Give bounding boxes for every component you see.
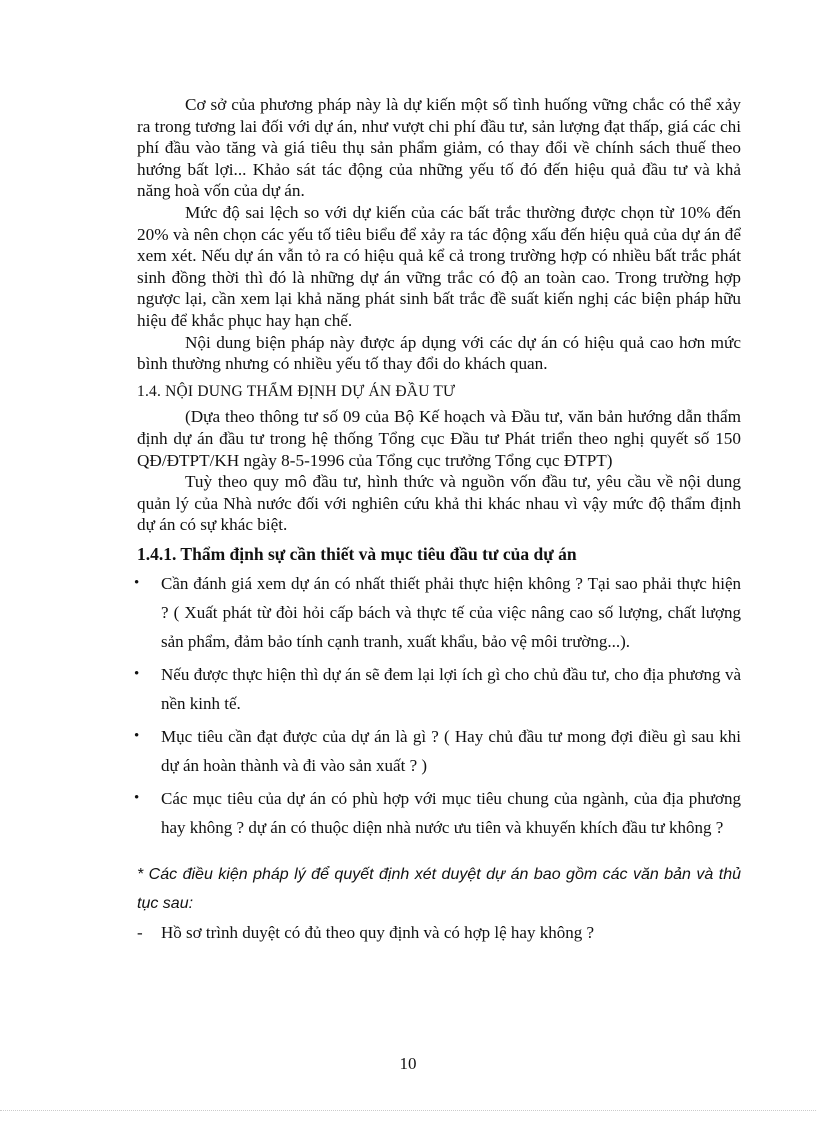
bullet-icon: • — [134, 728, 140, 745]
list-item — [137, 918, 741, 947]
dash-icon: - — [137, 923, 143, 943]
paragraph-appraisal-scope: Tuỳ theo quy mô đầu tư, hình thức và nguồn vốn đầu tư, yêu cầu về nội dung quản lý của Nhà nước đối với nghiên cứu khả thi khác nhau vì vậy mức độ thẩm định dự án có sự khác biệt. — [137, 472, 741, 535]
dash-list — [137, 918, 741, 947]
paragraph-method-basis: Cơ sở của phương pháp này là dự kiến một số tình huống vững chắc có thể xảy ra trong tương lai đối với dự án, như vượt chi phí đầu tư, sản lượng đạt thấp, giá các chi phí đầu vào tăng và giá tiêu thụ sản phẩm giảm, có thay đổi về chính sách thuế theo hướng bất lợi... Khảo sát tác động của những yếu tố đó đến hiệu quả đầu tư và khả năng hoà vốn của dự án. — [137, 95, 741, 201]
bullet-list — [134, 569, 741, 842]
bullet-icon: • — [134, 575, 140, 592]
list-item — [134, 784, 741, 842]
list-item — [134, 569, 741, 656]
list-item-text: Nếu được thực hiện thì dự án sẽ đem lại lợi ích gì cho chủ đầu tư, cho địa phương và nền kinh tế. — [161, 665, 741, 714]
paragraph-deviation-level: Mức độ sai lệch so với dự kiến của các bất trắc thường được chọn từ 10% đến 20% và nên chọn các yếu tố tiêu biểu để xảy ra tác động xấu đến hiệu quả của dự án để xem xét. Nếu dự án vẫn tỏ ra có hiệu quả kể cả trong trường hợp có nhiều bất trắc phát sinh đồng thời thì đó là những dự án vững trắc có độ an toàn cao. Trong trường hợp ngược lại, cần xem lại khả năng phát sinh bất trắc đề suất kiến nghị các biện pháp hữu hiệu để khắc phục hay hạn chế. — [137, 202, 741, 330]
page-number: 10 — [399, 1054, 417, 1073]
section-heading: 1.4. NỘI DUNG THẨM ĐỊNH DỰ ÁN ĐẦU TƯ — [137, 382, 456, 400]
bullet-icon: • — [134, 790, 140, 807]
paragraph-method-scope: Nội dung biện pháp này được áp dụng với các dự án có hiệu quả cao hơn mức bình thường nhưng có nhiều yếu tố thay đổi do khách quan. — [137, 332, 741, 374]
bottom-divider — [0, 1110, 816, 1111]
list-item-text: Cần đánh giá xem dự án có nhất thiết phải thực hiện không ? Tại sao phải thực hiện ? ( Xuất phát từ đòi hỏi cấp bách và thực tế của việc nâng cao số lượng, chất lượng sản phẩm, đảm bảo tính cạnh tranh, xuất khẩu, bảo vệ môi trường...). — [161, 574, 741, 652]
legal-conditions-note: * Các điều kiện pháp lý để quyết định xét duyệt dự án bao gồm các văn bản và thủ tục sau: — [137, 866, 741, 913]
list-item-text: Hồ sơ trình duyệt có đủ theo quy định và có hợp lệ hay không ? — [161, 923, 594, 943]
bullet-icon: • — [134, 666, 140, 683]
list-item — [134, 722, 741, 780]
paragraph-legal-basis: (Dựa theo thông tư số 09 của Bộ Kế hoạch và Đầu tư, văn bản hướng dẫn thẩm định dự án đầu tư trong hệ thống Tổng cục Đầu tư Phát triển theo nghị quyết số 150 QĐ/ĐTPT/KH ngày 8-5-1996 của Tổng cục trưởng Tổng cục ĐTPT) — [137, 407, 741, 470]
list-item-text: Mục tiêu cần đạt được của dự án là gì ? ( Hay chủ đầu tư mong đợi điều gì sau khi dự án hoàn thành và đi vào sản xuất ? ) — [161, 727, 741, 776]
list-item-text: Các mục tiêu của dự án có phù hợp với mục tiêu chung của ngành, của địa phương hay không ? dự án có thuộc diện nhà nước ưu tiên và khuyến khích đầu tư không ? — [161, 789, 741, 838]
subsection-heading: 1.4.1. Thẩm định sự cần thiết và mục tiêu đầu tư của dự án — [137, 543, 577, 564]
list-item — [134, 660, 741, 718]
page-content — [134, 94, 741, 947]
